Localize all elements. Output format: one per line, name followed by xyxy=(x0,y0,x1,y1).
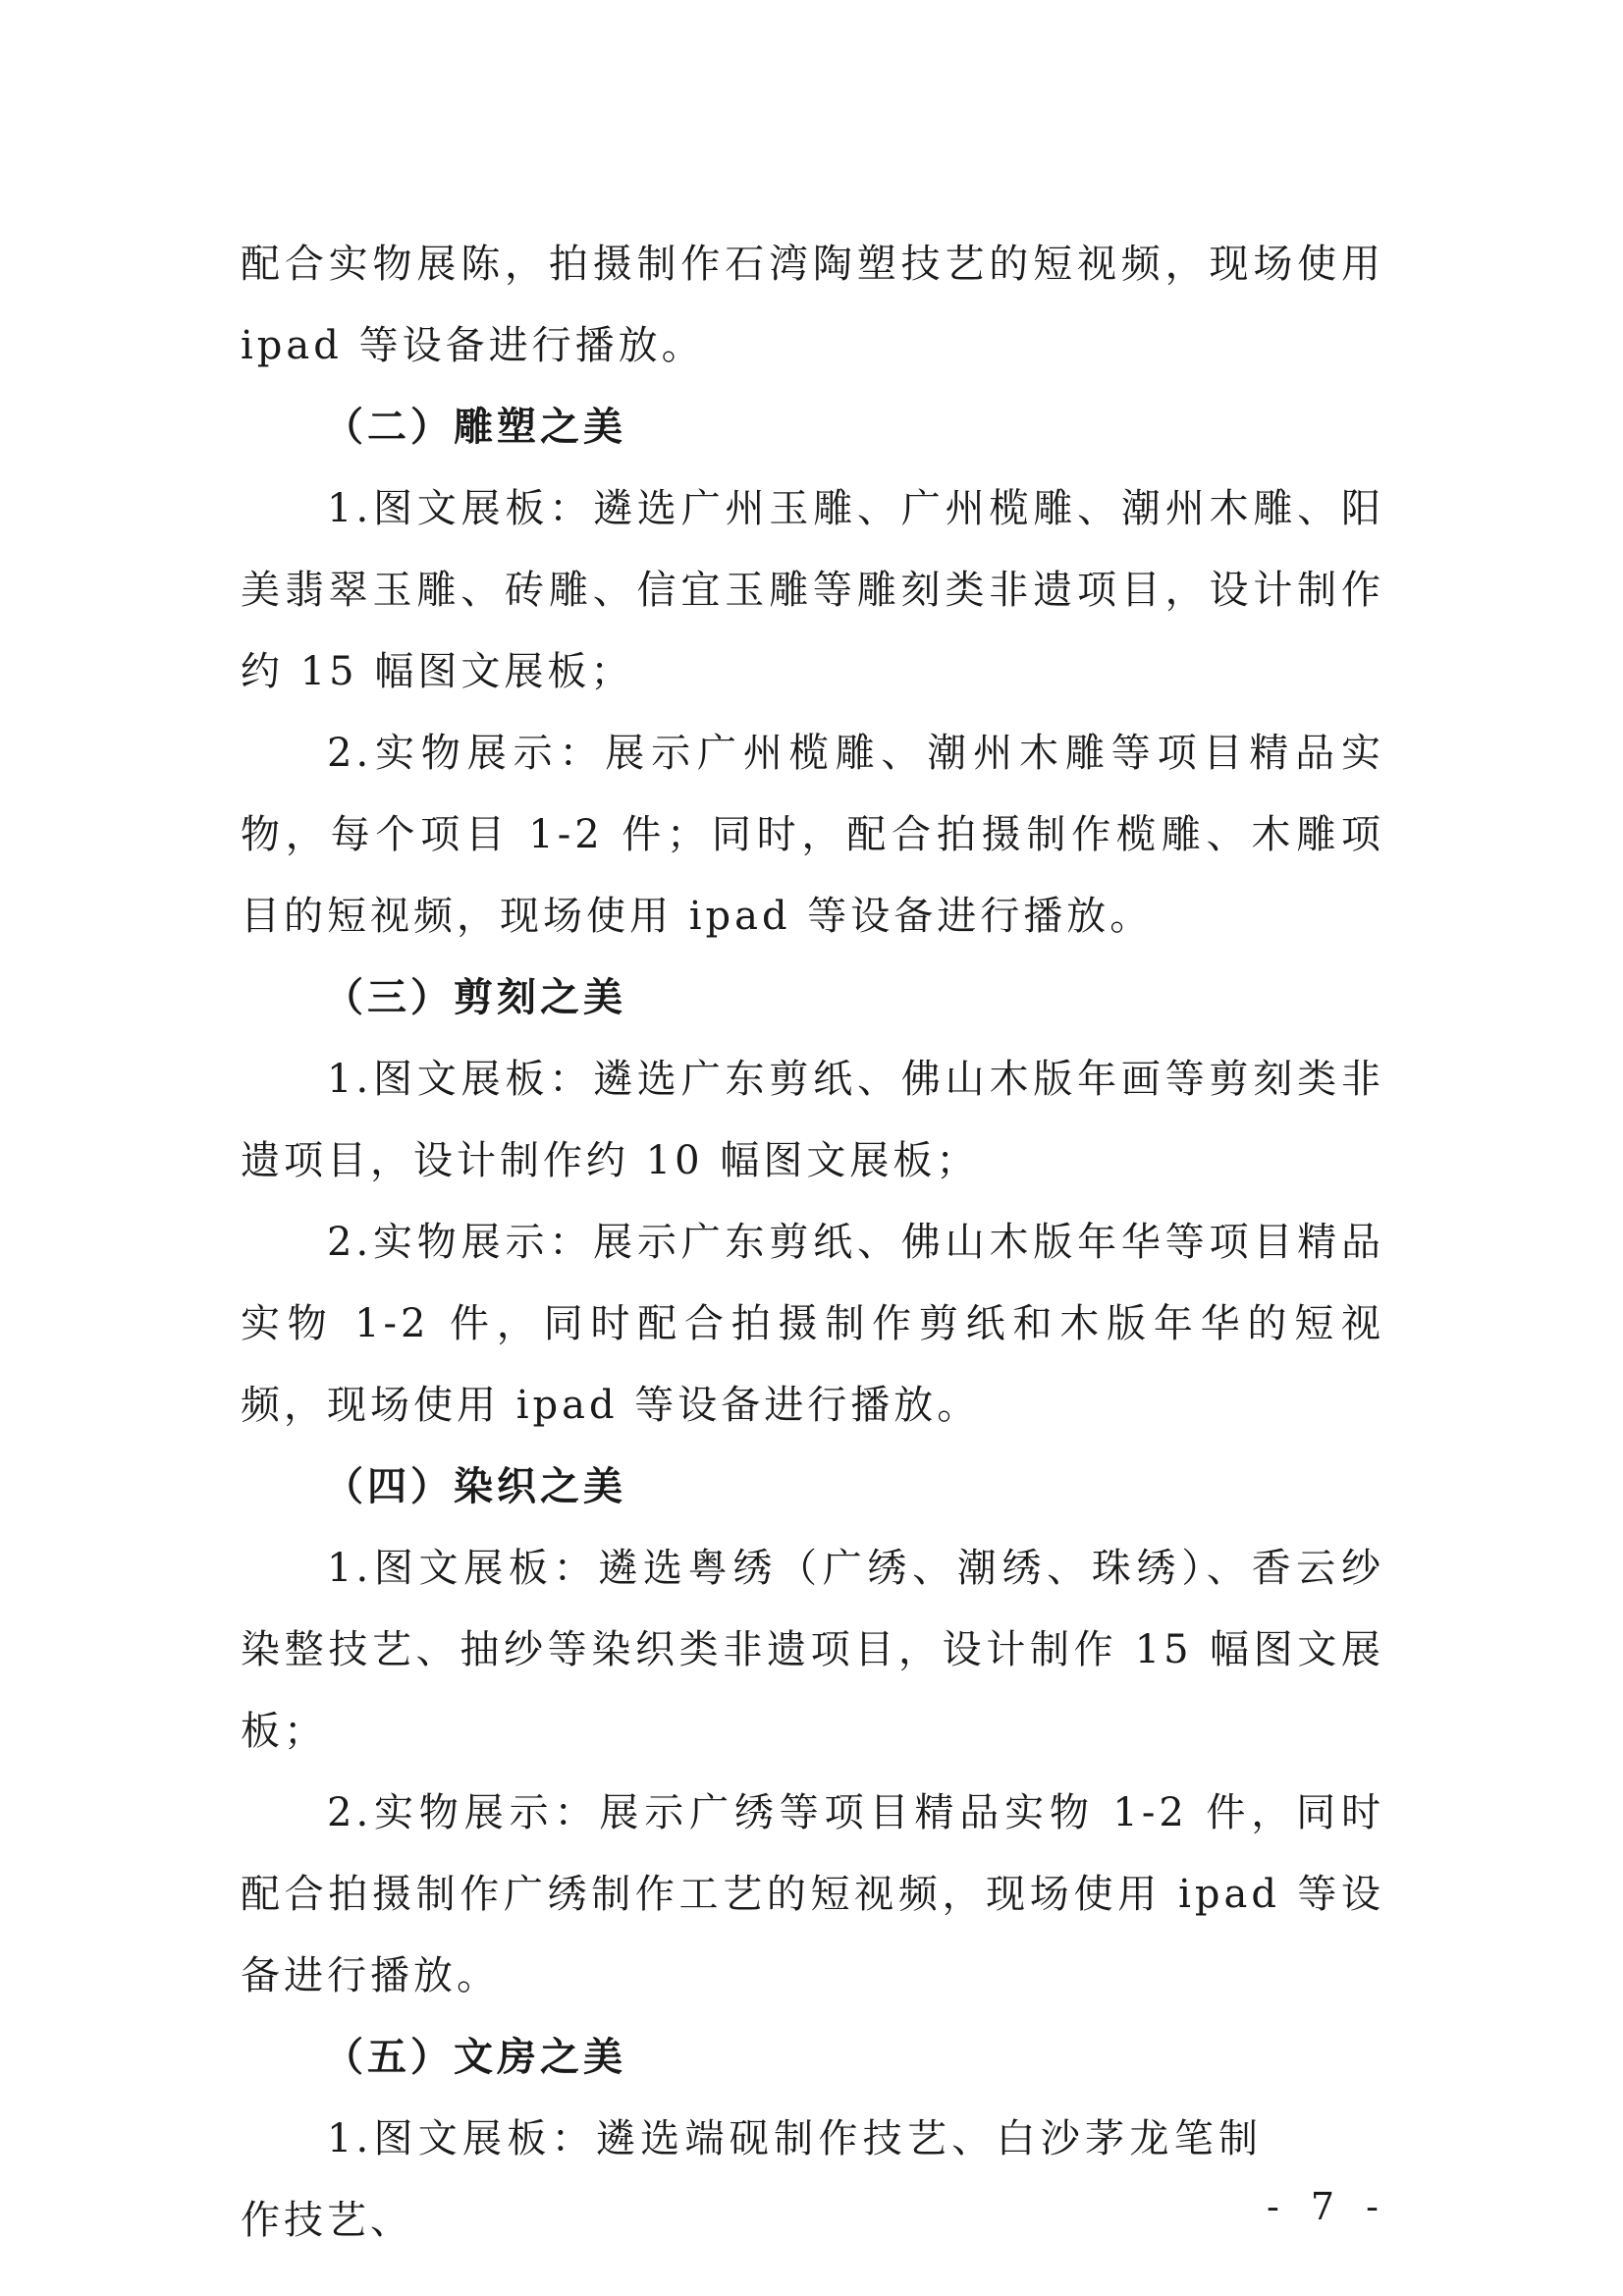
paragraph-papercut-objects: 2.实物展示：展示广东剪纸、佛山木版年华等项目精品实物 1-2 件，同时配合拍摄制作剪纸和木版年华的短视频，现场使用 ipad 等设备进行播放。 xyxy=(241,1220,1384,1428)
paragraph-textile-panels: 1.图文展板：遴选粤绣（广绣、潮绣、珠绣）、香云纱染整技艺、抽纱等染织类非遗项目，设计制作 15 幅图文展板； xyxy=(241,1546,1384,1754)
paragraph-papercut-panels: 1.图文展板：遴选广东剪纸、佛山木版年画等剪刻类非遗项目，设计制作约 10 幅图文展板； xyxy=(241,1057,1384,1183)
page-number: - 7 - xyxy=(1267,2185,1389,2228)
paragraph-textile-objects: 2.实物展示：展示广绣等项目精品实物 1-2 件，同时配合拍摄制作广绣制作工艺的短视频，现场使用 ipad 等设备进行播放。 xyxy=(241,1790,1384,1998)
section-heading-textile: （四）染织之美 xyxy=(324,1464,626,1509)
section-heading-papercut: （三）剪刻之美 xyxy=(324,975,626,1020)
section-heading-study: （五）文房之美 xyxy=(324,2035,626,2080)
paragraph-sculpture-panels: 1.图文展板：遴选广州玉雕、广州榄雕、潮州木雕、阳美翡翠玉雕、砖雕、信宜玉雕等雕刻类非遗项目，设计制作约 15 幅图文展板； xyxy=(241,486,1384,694)
paragraph-continued: 配合实物展陈，拍摄制作石湾陶塑技艺的短视频，现场使用ipad 等设备进行播放。 xyxy=(241,242,1384,368)
paragraph-sculpture-objects: 2.实物展示：展示广州榄雕、潮州木雕等项目精品实物，每个项目 1-2 件；同时，配合拍摄制作榄雕、木雕项目的短视频，现场使用 ipad 等设备进行播放。 xyxy=(241,731,1384,939)
paragraph-study-panels: 1.图文展板：遴选端砚制作技艺、白沙茅龙笔制作技艺、 xyxy=(241,2116,1262,2243)
section-heading-sculpture: （二）雕塑之美 xyxy=(324,405,626,450)
